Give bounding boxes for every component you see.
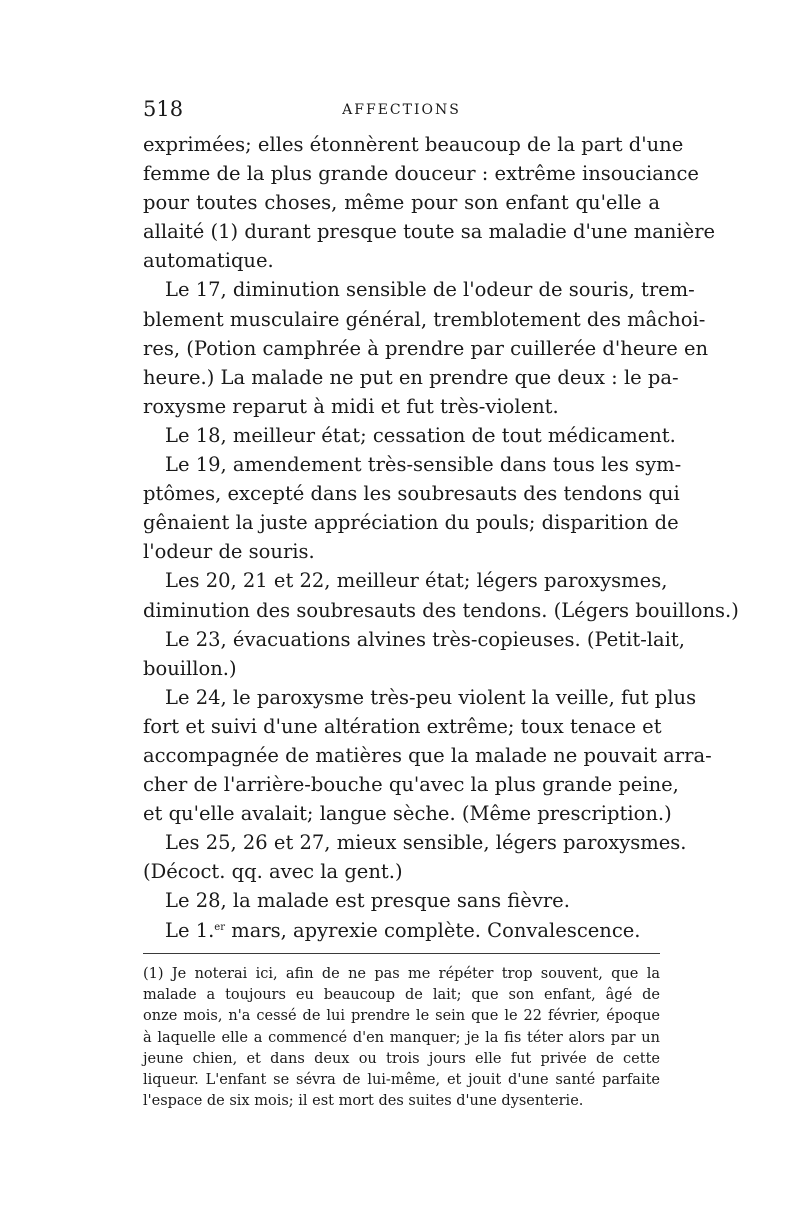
body-line: Le 18, meilleur état; cessation de tout médicament. [165, 423, 676, 447]
footnote-rule [143, 953, 660, 954]
footnote-line: à laquelle elle a commencé d'en manquer; je la fis téter alors par un [143, 1029, 660, 1046]
body-line: gênaient la juste appréciation du pouls; disparition de [143, 511, 679, 535]
footnote-line: malade a toujours eu beaucoup de lait; que son enfant, âgé de [143, 986, 660, 1003]
body-line-final [143, 916, 660, 945]
body-line: Les 25, 26 et 27, mieux sensible, légers paroxysmes. [165, 831, 687, 855]
body-line: Le 19, amendement très-sensible dans tous les sym- [165, 453, 682, 477]
body-line: res, (Potion camphrée à prendre par cuillerée d'heure en [143, 336, 709, 360]
section-title: AFFECTIONS [342, 102, 461, 118]
footnote-line: (1) Je noterai ici, afin de ne pas me répéter trop souvent, que la [143, 965, 660, 982]
body-line: pour toutes choses, même pour son enfant qu'elle a [143, 191, 660, 215]
final-line-start: Le 1. [165, 918, 215, 942]
body-line: fort et suivi d'une altération extrême; toux tenace et [143, 714, 662, 738]
body-line: roxysme reparut à midi et fut très-violent. [143, 394, 559, 418]
body-line: accompagnée de matières que la malade ne pouvait arra- [143, 743, 712, 767]
running-head [143, 96, 660, 126]
body-line: diminution des soubresauts des tendons. (Légers bouillons.) [143, 598, 739, 622]
footnote [143, 964, 660, 1113]
footnote-line: jeune chien, et dans deux ou trois jours elle fut privée de cette [143, 1050, 660, 1067]
body-text [143, 130, 739, 945]
body-line: allaité (1) durant presque toute sa maladie d'une manière [143, 220, 716, 244]
body-line: Le 24, le paroxysme très-peu violent la veille, fut plus [165, 685, 697, 709]
ordinal-superscript: er [214, 921, 225, 933]
final-line-end: mars, apyrexie complète. Convalescence. [225, 918, 641, 942]
body-line: cher de l'arrière-bouche qu'avec la plus grande peine, [143, 773, 679, 797]
body-line: heure.) La malade ne put en prendre que deux : le pa- [143, 365, 679, 389]
footnote-line: liqueur. L'enfant se sévra de lui-même, et jouit d'une santé parfaite [143, 1072, 660, 1089]
body-line: blement musculaire général, tremblotement des mâchoi- [143, 307, 706, 331]
body-line: Le 28, la malade est presque sans fièvre. [165, 889, 570, 913]
body-line: l'odeur de souris. [143, 540, 315, 564]
body-line: automatique. [143, 249, 274, 273]
body-line: Les 20, 21 et 22, meilleur état; légers paroxysmes, [165, 569, 668, 593]
body-line: (Décoct. qq. avec la gent.) [143, 860, 403, 884]
body-line: Le 23, évacuations alvines très-copieuses. (Petit-lait, [165, 627, 685, 651]
book-page [143, 96, 739, 1113]
body-line: et qu'elle avalait; langue sèche. (Même prescription.) [143, 802, 672, 826]
page-number: 518 [143, 97, 184, 121]
body-line: exprimées; elles étonnèrent beaucoup de la part d'une [143, 133, 684, 156]
footnote-line: onze mois, n'a cessé de lui prendre le sein que le 22 février, époque [143, 1008, 660, 1025]
footnote-line: l'espace de six mois; il est mort des suites d'une dysenterie. [143, 1093, 584, 1110]
body-line: femme de la plus grande douceur : extrême insouciance [143, 162, 699, 186]
body-line: bouillon.) [143, 656, 237, 680]
body-line: Le 17, diminution sensible de l'odeur de souris, trem- [165, 278, 695, 302]
body-line: ptômes, excepté dans les soubresauts des tendons qui [143, 482, 680, 506]
